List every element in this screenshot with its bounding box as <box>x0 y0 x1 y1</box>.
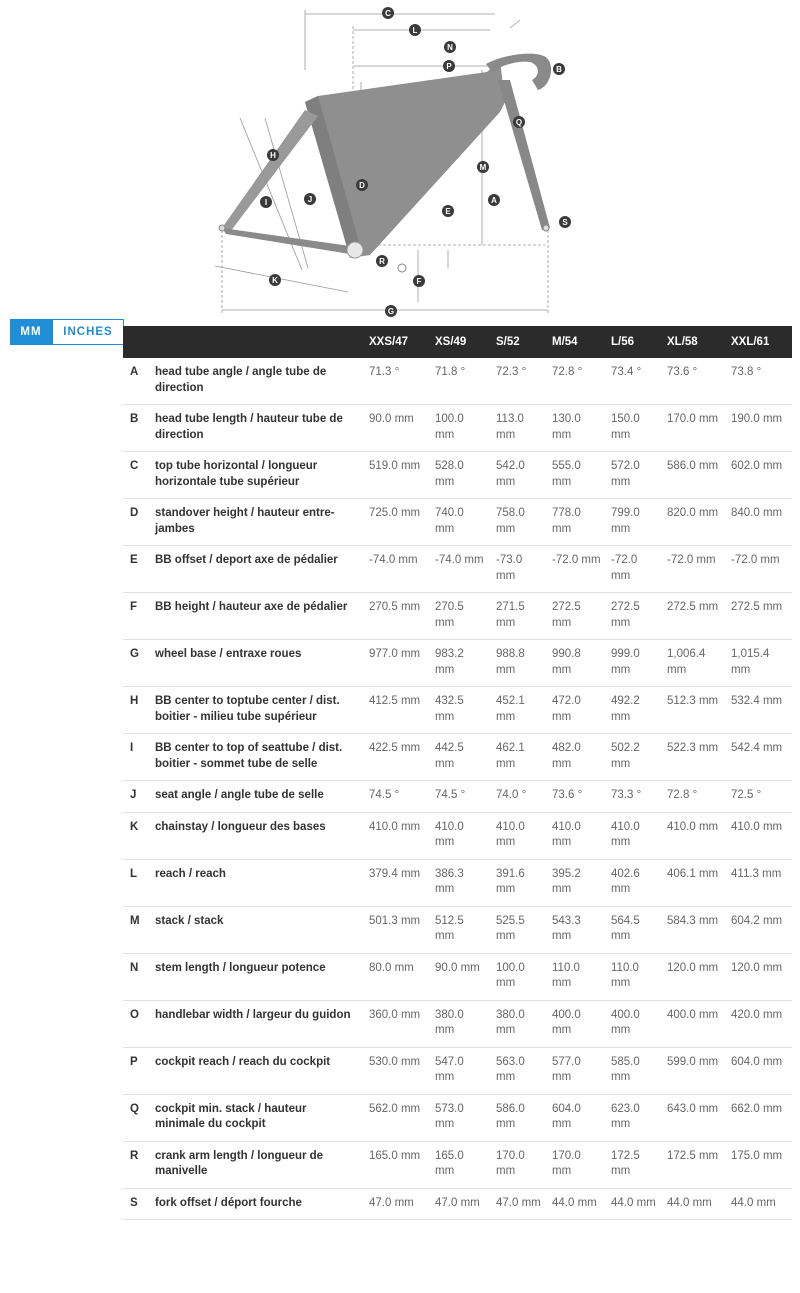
row-value: 272.5 mm <box>725 593 792 640</box>
row-value: 73.8 ° <box>725 358 792 405</box>
row-value: 522.3 mm <box>661 734 725 781</box>
table-row <box>123 499 792 546</box>
row-value: 662.0 mm <box>725 1094 792 1141</box>
row-letter: F <box>123 593 149 640</box>
row-value: -72.0 mm <box>661 546 725 593</box>
row-letter: G <box>123 640 149 687</box>
row-value: 271.5 mm <box>490 593 546 640</box>
row-value: 422.5 mm <box>363 734 429 781</box>
row-label: stack / stack <box>149 906 363 953</box>
row-value: 725.0 mm <box>363 499 429 546</box>
row-value: 272.5 mm <box>605 593 661 640</box>
row-value: 400.0 mm <box>661 1000 725 1047</box>
table-header-row <box>123 326 792 358</box>
row-value: 272.5 mm <box>661 593 725 640</box>
inches-unit-button[interactable]: INCHES <box>52 319 124 345</box>
table-row <box>123 1188 792 1220</box>
row-value: 402.6 mm <box>605 859 661 906</box>
row-value: 562.0 mm <box>363 1094 429 1141</box>
row-letter: P <box>123 1047 149 1094</box>
bicycle-frame <box>219 54 551 272</box>
marker-label: C <box>385 9 391 19</box>
row-value: 270.5 mm <box>363 593 429 640</box>
table-row <box>123 640 792 687</box>
row-value: 120.0 mm <box>661 953 725 1000</box>
marker-label: H <box>270 151 276 161</box>
row-value: 90.0 mm <box>363 405 429 452</box>
size-header: L/56 <box>611 336 635 348</box>
row-value: 120.0 mm <box>725 953 792 1000</box>
row-letter: S <box>123 1188 149 1220</box>
unit-toggle <box>10 319 124 345</box>
marker-label: F <box>416 277 422 287</box>
row-value: 380.0 mm <box>490 1000 546 1047</box>
table-row <box>123 1000 792 1047</box>
row-label: BB center to top of seattube / dist. boitier - sommet tube de selle <box>149 734 363 781</box>
row-value: 442.5 mm <box>429 734 490 781</box>
row-value: 47.0 mm <box>490 1188 546 1220</box>
row-value: 110.0 mm <box>546 953 605 1000</box>
row-value: 379.4 mm <box>363 859 429 906</box>
row-value: 758.0 mm <box>490 499 546 546</box>
marker-label: D <box>359 181 365 191</box>
table-row <box>123 781 792 813</box>
row-letter: L <box>123 859 149 906</box>
row-value: 602.0 mm <box>725 452 792 499</box>
row-value: 410.0 mm <box>725 812 792 859</box>
table-row <box>123 906 792 953</box>
row-value: 74.0 ° <box>490 781 546 813</box>
row-value: 543.3 mm <box>546 906 605 953</box>
row-value: 72.8 ° <box>546 358 605 405</box>
row-value: 380.0 mm <box>429 1000 490 1047</box>
frame-geometry-diagram <box>200 0 600 320</box>
row-value: 977.0 mm <box>363 640 429 687</box>
row-value: 73.6 ° <box>546 781 605 813</box>
row-letter: O <box>123 1000 149 1047</box>
marker-label: E <box>445 207 451 217</box>
row-value: 563.0 mm <box>490 1047 546 1094</box>
row-value: 501.3 mm <box>363 906 429 953</box>
table-row <box>123 859 792 906</box>
row-value: 547.0 mm <box>429 1047 490 1094</box>
row-value: 586.0 mm <box>490 1094 546 1141</box>
row-value: 73.6 ° <box>661 358 725 405</box>
row-letter: E <box>123 546 149 593</box>
row-value: 406.1 mm <box>661 859 725 906</box>
row-value: -72.0 mm <box>546 546 605 593</box>
marker-label: L <box>412 26 418 36</box>
row-value: 172.5 mm <box>661 1141 725 1188</box>
marker-label: A <box>491 196 497 206</box>
row-value: 1,006.4 mm <box>661 640 725 687</box>
row-value: 528.0 mm <box>429 452 490 499</box>
row-value: 100.0 mm <box>429 405 490 452</box>
row-value: 190.0 mm <box>725 405 792 452</box>
row-value: -74.0 mm <box>429 546 490 593</box>
row-value: 170.0 mm <box>546 1141 605 1188</box>
row-value: 584.3 mm <box>661 906 725 953</box>
row-value: 572.0 mm <box>605 452 661 499</box>
table-row <box>123 1094 792 1141</box>
row-label: crank arm length / longueur de manivelle <box>149 1141 363 1188</box>
row-letter: K <box>123 812 149 859</box>
row-value: -72.0 mm <box>605 546 661 593</box>
row-label: head tube length / hauteur tube de direction <box>149 405 363 452</box>
row-value: 165.0 mm <box>363 1141 429 1188</box>
row-label: BB offset / deport axe de pédalier <box>149 546 363 593</box>
row-value: 604.2 mm <box>725 906 792 953</box>
row-letter: Q <box>123 1094 149 1141</box>
table-row <box>123 546 792 593</box>
marker-label: M <box>479 163 487 173</box>
size-header: XXL/61 <box>731 336 770 348</box>
row-label: cockpit reach / reach du cockpit <box>149 1047 363 1094</box>
row-value: 411.3 mm <box>725 859 792 906</box>
mm-unit-button[interactable]: MM <box>10 319 52 345</box>
marker-label: I <box>264 198 268 208</box>
row-value: 573.0 mm <box>429 1094 490 1141</box>
row-value: 988.8 mm <box>490 640 546 687</box>
row-label: head tube angle / angle tube de direction <box>149 358 363 405</box>
row-letter: N <box>123 953 149 1000</box>
row-value: 150.0 mm <box>605 405 661 452</box>
row-value: 604.0 mm <box>725 1047 792 1094</box>
row-value: 110.0 mm <box>605 953 661 1000</box>
table-row <box>123 953 792 1000</box>
row-value: 502.2 mm <box>605 734 661 781</box>
row-value: 400.0 mm <box>546 1000 605 1047</box>
row-value: 519.0 mm <box>363 452 429 499</box>
row-value: 400.0 mm <box>605 1000 661 1047</box>
row-label: chainstay / longueur des bases <box>149 812 363 859</box>
row-value: 577.0 mm <box>546 1047 605 1094</box>
row-value: 170.0 mm <box>490 1141 546 1188</box>
row-value: 532.4 mm <box>725 687 792 734</box>
row-value: 410.0 mm <box>546 812 605 859</box>
row-value: -72.0 mm <box>725 546 792 593</box>
marker-label: J <box>307 195 313 205</box>
marker-label: Q <box>515 118 523 128</box>
row-letter: A <box>123 358 149 405</box>
row-value: 130.0 mm <box>546 405 605 452</box>
row-value: 44.0 mm <box>661 1188 725 1220</box>
row-value: 452.1 mm <box>490 687 546 734</box>
row-value: 47.0 mm <box>429 1188 490 1220</box>
row-value: 599.0 mm <box>661 1047 725 1094</box>
row-value: 44.0 mm <box>546 1188 605 1220</box>
row-value: 983.2 mm <box>429 640 490 687</box>
table-row <box>123 1047 792 1094</box>
marker-label: G <box>387 307 395 317</box>
row-value: 71.3 ° <box>363 358 429 405</box>
row-value: 740.0 mm <box>429 499 490 546</box>
row-value: -74.0 mm <box>363 546 429 593</box>
row-value: 512.3 mm <box>661 687 725 734</box>
row-letter: J <box>123 781 149 813</box>
row-value: 113.0 mm <box>490 405 546 452</box>
row-value: 623.0 mm <box>605 1094 661 1141</box>
row-value: 542.4 mm <box>725 734 792 781</box>
row-value: 586.0 mm <box>661 452 725 499</box>
row-value: 643.0 mm <box>661 1094 725 1141</box>
row-label: BB height / hauteur axe de pédalier <box>149 593 363 640</box>
row-letter: R <box>123 1141 149 1188</box>
row-letter: I <box>123 734 149 781</box>
row-value: 604.0 mm <box>546 1094 605 1141</box>
row-value: 564.5 mm <box>605 906 661 953</box>
marker-label: B <box>556 65 562 75</box>
table-row <box>123 734 792 781</box>
row-value: 170.0 mm <box>661 405 725 452</box>
row-letter: B <box>123 405 149 452</box>
table-row <box>123 452 792 499</box>
row-value: 80.0 mm <box>363 953 429 1000</box>
row-label: reach / reach <box>149 859 363 906</box>
table-row <box>123 358 792 405</box>
row-value: 820.0 mm <box>661 499 725 546</box>
size-header: S/52 <box>496 336 520 348</box>
row-value: 391.6 mm <box>490 859 546 906</box>
row-value: 410.0 mm <box>363 812 429 859</box>
row-value: -73.0 mm <box>490 546 546 593</box>
row-value: 100.0 mm <box>490 953 546 1000</box>
row-letter: M <box>123 906 149 953</box>
row-label: cockpit min. stack / hauteur minimale du cockpit <box>149 1094 363 1141</box>
marker-label: S <box>562 218 568 228</box>
row-label: handlebar width / largeur du guidon <box>149 1000 363 1047</box>
row-value: 585.0 mm <box>605 1047 661 1094</box>
row-value: 482.0 mm <box>546 734 605 781</box>
row-value: 72.5 ° <box>725 781 792 813</box>
row-value: 386.3 mm <box>429 859 490 906</box>
row-value: 420.0 mm <box>725 1000 792 1047</box>
row-letter: H <box>123 687 149 734</box>
row-value: 410.0 mm <box>661 812 725 859</box>
row-label: top tube horizontal / longueur horizontale tube supérieur <box>149 452 363 499</box>
row-value: 175.0 mm <box>725 1141 792 1188</box>
row-value: 71.8 ° <box>429 358 490 405</box>
row-value: 72.3 ° <box>490 358 546 405</box>
marker-label: N <box>447 43 453 53</box>
table-row <box>123 687 792 734</box>
table-row <box>123 812 792 859</box>
row-value: 542.0 mm <box>490 452 546 499</box>
row-value: 432.5 mm <box>429 687 490 734</box>
row-value: 525.5 mm <box>490 906 546 953</box>
row-letter: C <box>123 452 149 499</box>
row-value: 410.0 mm <box>605 812 661 859</box>
row-value: 840.0 mm <box>725 499 792 546</box>
row-value: 555.0 mm <box>546 452 605 499</box>
row-value: 44.0 mm <box>605 1188 661 1220</box>
row-value: 799.0 mm <box>605 499 661 546</box>
marker-label: K <box>272 276 278 286</box>
marker-label: R <box>379 257 385 267</box>
row-value: 472.0 mm <box>546 687 605 734</box>
row-value: 410.0 mm <box>429 812 490 859</box>
row-value: 172.5 mm <box>605 1141 661 1188</box>
row-value: 90.0 mm <box>429 953 490 1000</box>
row-value: 990.8 mm <box>546 640 605 687</box>
table-row <box>123 593 792 640</box>
row-value: 270.5 mm <box>429 593 490 640</box>
row-value: 74.5 ° <box>429 781 490 813</box>
row-value: 530.0 mm <box>363 1047 429 1094</box>
row-letter: D <box>123 499 149 546</box>
row-value: 778.0 mm <box>546 499 605 546</box>
row-value: 73.3 ° <box>605 781 661 813</box>
row-label: wheel base / entraxe roues <box>149 640 363 687</box>
row-value: 999.0 mm <box>605 640 661 687</box>
row-value: 72.8 ° <box>661 781 725 813</box>
size-header: XXS/47 <box>369 336 408 348</box>
size-header: XS/49 <box>435 336 467 348</box>
row-label: stem length / longueur potence <box>149 953 363 1000</box>
row-value: 395.2 mm <box>546 859 605 906</box>
row-value: 1,015.4 mm <box>725 640 792 687</box>
row-value: 74.5 ° <box>363 781 429 813</box>
marker-label: P <box>446 62 452 72</box>
row-label: standover height / hauteur entre-jambes <box>149 499 363 546</box>
size-header: XL/58 <box>667 336 698 348</box>
row-value: 492.2 mm <box>605 687 661 734</box>
row-value: 462.1 mm <box>490 734 546 781</box>
row-value: 165.0 mm <box>429 1141 490 1188</box>
row-value: 272.5 mm <box>546 593 605 640</box>
geometry-table <box>123 326 792 1220</box>
row-value: 44.0 mm <box>725 1188 792 1220</box>
table-row <box>123 1141 792 1188</box>
row-label: seat angle / angle tube de selle <box>149 781 363 813</box>
row-value: 47.0 mm <box>363 1188 429 1220</box>
table-row <box>123 405 792 452</box>
row-value: 410.0 mm <box>490 812 546 859</box>
row-value: 412.5 mm <box>363 687 429 734</box>
row-label: BB center to toptube center / dist. boitier - milieu tube supérieur <box>149 687 363 734</box>
row-value: 73.4 ° <box>605 358 661 405</box>
row-value: 512.5 mm <box>429 906 490 953</box>
size-header: M/54 <box>552 336 578 348</box>
row-label: fork offset / déport fourche <box>149 1188 363 1220</box>
row-value: 360.0 mm <box>363 1000 429 1047</box>
